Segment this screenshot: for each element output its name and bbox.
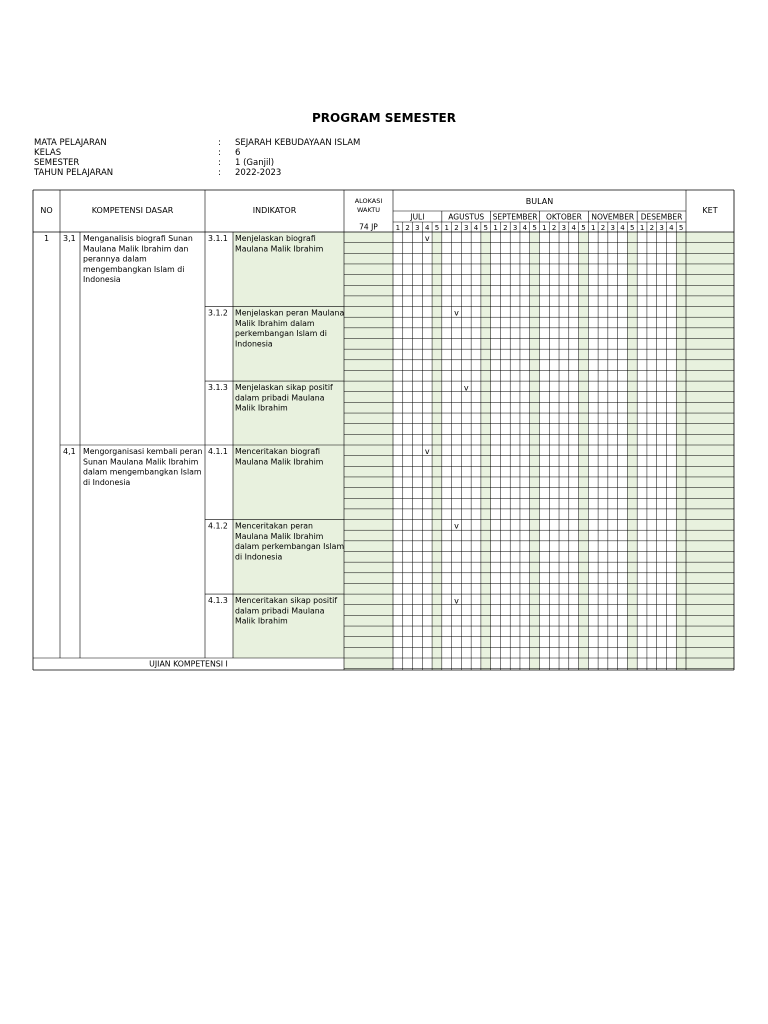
schedule-mark: v <box>424 234 430 244</box>
week-label: 2 <box>600 224 606 232</box>
indicator-text: Maulana Malik Ibrahim <box>235 457 324 467</box>
indicator-text: perkembangan Islam di <box>235 329 327 339</box>
schedule-mark: v <box>454 521 459 531</box>
month-label: DESEMBER <box>640 212 683 222</box>
kd-text: Menganalisis biografi Sunan <box>83 234 193 243</box>
kd-text: Indonesia <box>83 275 121 285</box>
indicator-text: Malik Ibrahim dalam <box>235 318 315 328</box>
kd-text: dalam mengembangkan Islam <box>83 467 202 477</box>
week-label: 2 <box>551 224 557 232</box>
month-label: AGUSTUS <box>448 212 485 222</box>
indicator-text: Maulana Malik Ibrahim <box>235 531 324 541</box>
week-label: 3 <box>659 224 664 232</box>
meta-label: KELAS <box>34 148 62 158</box>
indicator-code: 3.1.3 <box>208 383 228 393</box>
week5-fill <box>676 232 686 670</box>
month-label: JULI <box>410 212 425 222</box>
week-label: 4 <box>669 224 674 232</box>
week5-fill <box>481 232 491 670</box>
indicator-text: Menceritakan sikap positif <box>235 596 338 606</box>
week-label: 1 <box>493 224 498 232</box>
ket-fill <box>686 232 734 670</box>
week-label: 5 <box>532 224 537 232</box>
week-label: 5 <box>434 224 440 232</box>
schedule-mark: v <box>463 383 469 393</box>
meta-value: SEJARAH KEBUDAYAAN ISLAM <box>235 138 361 148</box>
meta-colon: : <box>218 168 221 178</box>
header-ket: KET <box>702 206 718 215</box>
week-label: 5 <box>483 224 489 232</box>
footer-ujian: UJIAN KOMPETENSI I <box>149 659 228 669</box>
header-alokasi: ALOKASI <box>354 197 383 205</box>
week5-fill <box>627 232 637 670</box>
indicator-text: dalam pribadi Maulana <box>235 393 325 403</box>
week-label: 1 <box>590 224 596 232</box>
indicator-text: Menjelaskan peran Maulana <box>235 308 345 318</box>
week-label: 2 <box>454 224 459 232</box>
week-label: 2 <box>405 224 410 232</box>
week-label: 3 <box>610 224 615 232</box>
meta-value: 6 <box>235 148 241 158</box>
week-label: 1 <box>395 224 401 232</box>
week-label: 5 <box>630 224 635 232</box>
week-label: 1 <box>639 224 645 232</box>
week-label: 5 <box>678 224 684 232</box>
header-no: NO <box>40 206 53 215</box>
kd-code: 3,1 <box>63 234 76 243</box>
schedule-mark: v <box>454 596 459 606</box>
meta-value: 2022-2023 <box>235 168 282 178</box>
meta-colon: : <box>218 158 221 168</box>
kd-text: perannya dalam <box>83 254 147 264</box>
meta-label: MATA PELAJARAN <box>34 138 107 148</box>
week5-fill <box>530 232 540 670</box>
kd-text: Maulana Malik Ibrahim dan <box>83 244 189 254</box>
meta-label: TAHUN PELAJARAN <box>34 168 114 178</box>
indicator-code: 3.1.1 <box>208 234 228 243</box>
month-label: OKTOBER <box>546 212 582 222</box>
indicator-text: Malik Ibrahim <box>235 616 288 626</box>
indicator-text: dalam pribadi Maulana <box>235 606 325 616</box>
week5-fill <box>579 232 589 670</box>
indicator-text: Maulana Malik Ibrahim <box>235 244 324 254</box>
week-label: 3 <box>561 224 567 232</box>
month-label: SEPTEMBER <box>492 212 538 222</box>
week-label: 4 <box>473 224 479 232</box>
meta-label: SEMESTER <box>34 158 80 168</box>
indicator-code: 3.1.2 <box>208 308 228 318</box>
header-indikator: INDIKATOR <box>252 206 297 215</box>
meta-colon: : <box>218 148 221 158</box>
indicator-code: 4.1.3 <box>208 596 228 606</box>
week-label: 3 <box>512 224 518 232</box>
kd-text: Mengorganisasi kembali peran <box>83 447 203 456</box>
header-kompetensi-dasar: KOMPETENSI DASAR <box>91 206 174 215</box>
indicator-text: Menceritakan biografi <box>235 447 321 456</box>
kd-text: Sunan Maulana Malik Ibrahim <box>83 457 199 467</box>
week-label: 3 <box>415 224 420 232</box>
indicator-text: Menceritakan peran <box>235 521 314 531</box>
header-bulan: BULAN <box>525 197 554 206</box>
indicator-code: 4.1.1 <box>208 447 228 456</box>
week-label: 4 <box>571 224 576 232</box>
indicator-text: dalam perkembangan Islam <box>235 542 345 552</box>
alokasi-total: 74 JP <box>359 222 378 232</box>
week-label: 4 <box>522 224 528 232</box>
row-number: 1 <box>43 234 50 243</box>
week-label: 1 <box>542 224 547 232</box>
header-waktu: WAKTU <box>356 206 381 214</box>
week-label: 1 <box>444 224 449 232</box>
week-label: 2 <box>649 224 655 232</box>
week-label: 2 <box>503 224 508 232</box>
meta-colon: : <box>218 138 221 148</box>
indicator-code: 4.1.2 <box>208 521 228 531</box>
week-label: 5 <box>581 224 586 232</box>
month-label: NOVEMBER <box>591 212 635 222</box>
indicator-text: Menjelaskan sikap positif <box>235 383 333 393</box>
kd-text: di Indonesia <box>83 477 131 487</box>
week-label: 4 <box>424 224 430 232</box>
indicator-text: Indonesia <box>235 339 273 349</box>
meta-value: 1 (Ganjil) <box>235 158 275 168</box>
week-label: 3 <box>464 224 469 232</box>
indicator-text: Malik Ibrahim <box>235 403 288 413</box>
alokasi-fill <box>344 232 393 670</box>
page-title: PROGRAM SEMESTER <box>312 111 456 125</box>
schedule-mark: v <box>424 447 430 457</box>
week-label: 4 <box>620 224 625 232</box>
indicator-text: Menjelaskan biografi <box>235 234 316 243</box>
week5-fill <box>432 232 442 670</box>
indicator-text: di Indonesia <box>235 552 283 562</box>
schedule-mark: v <box>454 308 459 318</box>
kd-text: mengembangkan Islam di <box>83 264 185 274</box>
kd-code: 4,1 <box>63 447 76 456</box>
